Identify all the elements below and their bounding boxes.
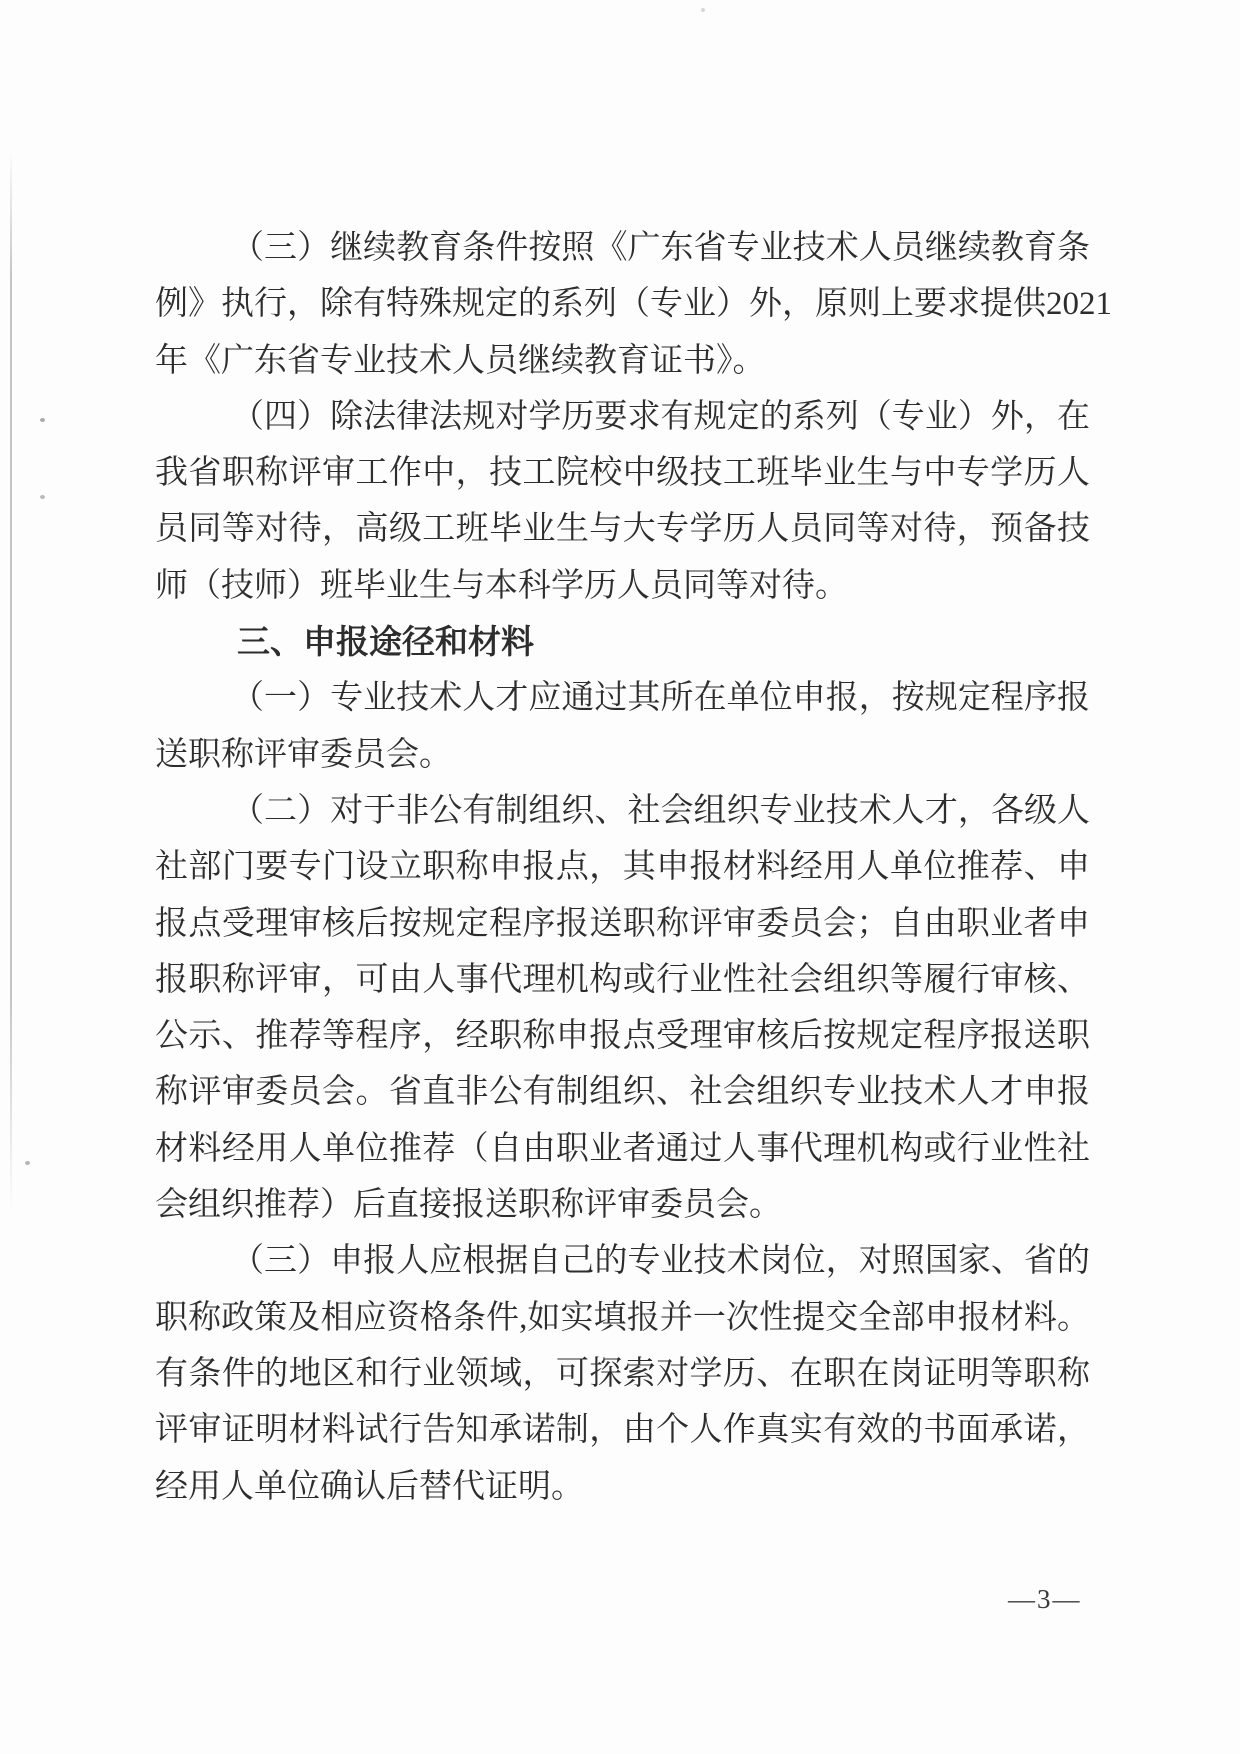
document-line: 社部门要专门设立职称申报点，其申报材料经用人单位推荐、申 xyxy=(155,849,1090,886)
scan-speck xyxy=(40,495,45,499)
document-line: 称评审委员会。省直非公有制组织、社会组织专业技术人才申报 xyxy=(155,1074,1090,1111)
document-line: 评审证明材料试行告知承诺制，由个人作真实有效的书面承诺， xyxy=(155,1412,1090,1449)
document-line: 员同等对待，高级工班毕业生与大专学历人员同等对待，预备技 xyxy=(155,511,1090,548)
section-heading: 三、申报途径和材料 xyxy=(237,622,534,662)
document-line: 公示、推荐等程序，经职称申报点受理审核后按规定程序报送职 xyxy=(155,1018,1090,1055)
page-number: —3— xyxy=(1008,1584,1082,1614)
scan-speck xyxy=(40,418,45,422)
scan-speck xyxy=(701,8,705,12)
document-line: （一）专业技术人才应通过其所在单位申报，按规定程序报 xyxy=(231,680,1090,717)
document-line: （三）继续教育条件按照《广东省专业技术人员继续教育条 xyxy=(231,230,1090,266)
document-line: 职称政策及相应资格条件,如实填报并一次性提交全部申报材料。 xyxy=(155,1299,1090,1336)
document-line: 报职称评审，可由人事代理机构或行业性社会组织等履行审核、 xyxy=(155,961,1090,998)
document-line: 报点受理审核后按规定程序报送职称评审委员会；自由职业者申 xyxy=(155,905,1090,942)
document-body xyxy=(155,220,1112,1515)
document-line: 经用人单位确认后替代证明。 xyxy=(155,1468,584,1505)
document-line: 送职称评审委员会。 xyxy=(155,736,452,773)
document-line: （四）除法律法规对学历要求有规定的系列（专业）外，在 xyxy=(231,398,1090,435)
document-line: 会组织推荐）后直接报送职称评审委员会。 xyxy=(155,1187,782,1224)
document-line: 年《广东省专业技术人员继续教育证书》。 xyxy=(155,342,766,379)
document-line: 有条件的地区和行业领域，可探索对学历、在职在岗证明等职称 xyxy=(155,1355,1090,1392)
scan-speck xyxy=(25,1161,30,1165)
document-line: （三）申报人应根据自己的专业技术岗位，对照国家、省的 xyxy=(231,1243,1090,1280)
document-line: 师（技师）班毕业生与本科学历人员同等对待。 xyxy=(155,567,848,604)
document-line: 例》执行，除有特殊规定的系列（专业）外，原则上要求提供2021 xyxy=(155,286,1112,323)
document-line: 我省职称评审工作中，技工院校中级技工班毕业生与中专学历人 xyxy=(155,455,1090,492)
scan-edge-artifact xyxy=(10,150,12,1210)
document-line: 材料经用人单位推荐（自由职业者通过人事代理机构或行业性社 xyxy=(155,1130,1090,1167)
document-line: （二）对于非公有制组织、社会组织专业技术人才，各级人 xyxy=(231,792,1090,829)
